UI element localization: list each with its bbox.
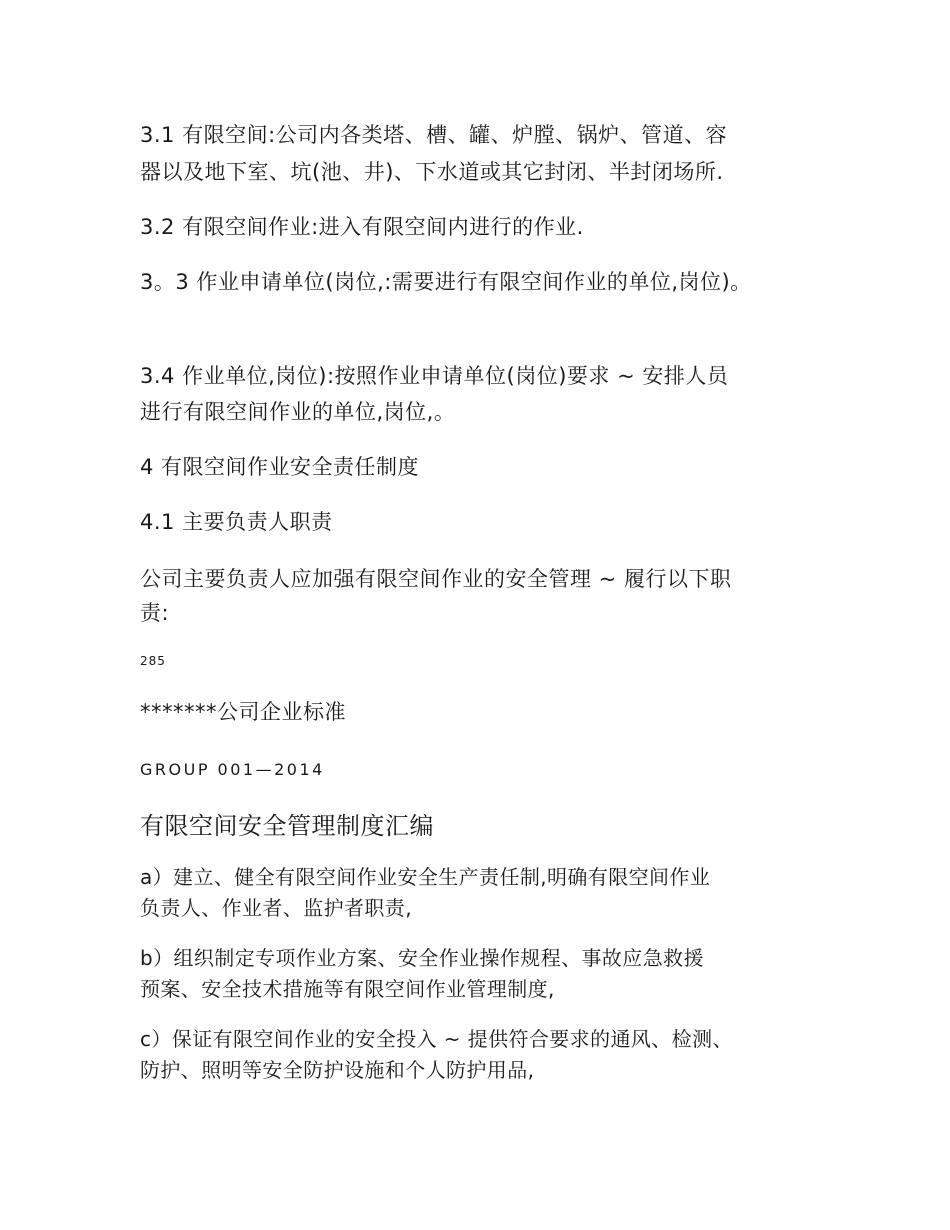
para-3-4-line-1: 3.4 作业单位,岗位):按照作业申请单位(岗位)要求 ~ 安排人员 — [140, 364, 729, 388]
section-4-heading: 4 有限空间作业安全责任制度 — [140, 455, 420, 479]
item-c-line-1: c）保证有限空间作业的安全投入 ~ 提供符合要求的通风、检测、 — [140, 1027, 733, 1051]
page-number: 285 — [140, 654, 166, 668]
item-b-line-2: 预案、安全技术措施等有限空间作业管理制度, — [140, 977, 555, 1001]
document-title: 有限空间安全管理制度汇编 — [140, 812, 434, 840]
para-3-2: 3.2 有限空间作业:进入有限空间内进行的作业. — [140, 215, 584, 239]
item-b-line-1: b）组织制定专项作业方案、安全作业操作规程、事故应急救援 — [140, 946, 704, 970]
item-a-line-2: 负责人、作业者、监护者职责, — [140, 896, 412, 920]
para-4-1-line-2: 责: — [140, 601, 170, 625]
para-3-4-line-2: 进行有限空间作业的单位,岗位,。 — [140, 400, 456, 424]
para-3-1-line-2: 器以及地下室、坑(池、井)、下水道或其它封闭、半封闭场所. — [140, 160, 724, 184]
company-standard-header: *******公司企业标准 — [140, 700, 346, 724]
standard-code: GROUP 001—2014 — [140, 760, 325, 779]
para-4-1-line-1: 公司主要负责人应加强有限空间作业的安全管理 ~ 履行以下职 — [140, 567, 732, 591]
para-3-1-line-1: 3.1 有限空间:公司内各类塔、槽、罐、炉膛、锅炉、管道、容 — [140, 123, 728, 147]
item-a-line-1: a）建立、健全有限空间作业安全生产责任制,明确有限空间作业 — [140, 865, 711, 889]
para-3-3: 3。3 作业申请单位(岗位,:需要进行有限空间作业的单位,岗位)。 — [140, 270, 752, 294]
item-c-line-2: 防护、照明等安全防护设施和个人防护用品, — [140, 1058, 535, 1082]
section-4-1-heading: 4.1 主要负责人职责 — [140, 510, 333, 534]
